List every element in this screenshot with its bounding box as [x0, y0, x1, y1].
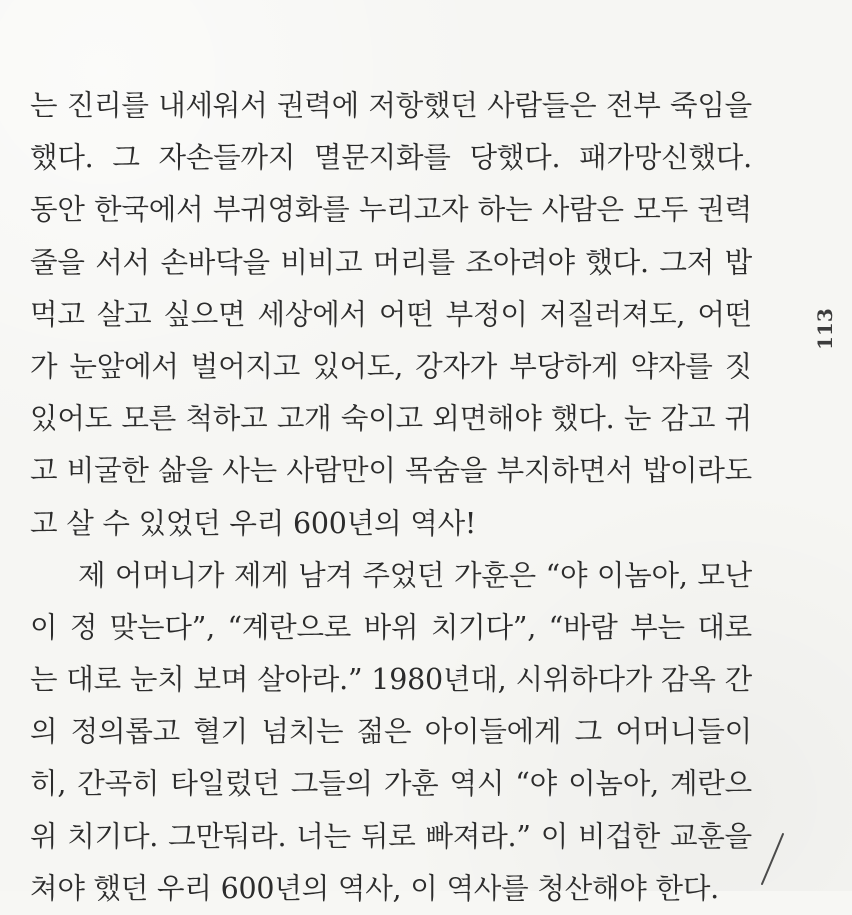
- page-number: 113: [813, 308, 837, 350]
- text-line-4: 줄을 서서 손바닥을 비비고 머리를 조아려야 했다. 그저 밥: [30, 245, 752, 279]
- text-line-10: 제 어머니가 제게 남겨 주었던 가훈은 “야 이놈아, 모난: [78, 558, 752, 592]
- text-line-6: 가 눈앞에서 벌어지고 있어도, 강자가 부당하게 약자를 짓: [30, 349, 752, 383]
- text-line-8: 고 비굴한 삶을 사는 사람만이 목숨을 부지하면서 밥이라도: [30, 454, 752, 488]
- text-line-2: 했다. 그 자손들까지 멸문지화를 당했다. 패가망신했다.: [30, 141, 752, 175]
- pencil-mark-icon: [758, 832, 792, 886]
- text-line-15: 위 치기다. 그만둬라. 너는 뒤로 빠져라.” 이 비겁한 교훈을: [30, 819, 752, 853]
- text-line-12: 는 대로 눈치 보며 살아라.” 1980년대, 시위하다가 감옥 간: [30, 663, 752, 697]
- body-text: [30, 80, 752, 915]
- text-line-3: 동안 한국에서 부귀영화를 누리고자 하는 사람은 모두 권력: [30, 193, 752, 227]
- text-line-14: 히, 간곡히 타일렀던 그들의 가훈 역시 “야 이놈아, 계란으: [30, 767, 752, 801]
- text-line-1: 는 진리를 내세워서 권력에 저항했던 사람들은 전부 죽임을: [30, 89, 752, 122]
- text-line-9: 고 살 수 있었던 우리 600년의 역사!: [30, 506, 477, 540]
- text-line-16: 쳐야 했던 우리 600년의 역사, 이 역사를 청산해야 한다.: [30, 871, 720, 905]
- text-line-5: 먹고 살고 싶으면 세상에서 어떤 부정이 저질러져도, 어떤: [30, 297, 752, 331]
- text-line-13: 의 정의롭고 혈기 넘치는 젊은 아이들에게 그 어머니들이: [30, 715, 752, 749]
- text-line-11: 이 정 맞는다”, “계란으로 바위 치기다”, “바람 부는 대로: [30, 610, 752, 644]
- text-line-7: 있어도 모른 척하고 고개 숙이고 외면해야 했다. 눈 감고 귀: [30, 402, 752, 436]
